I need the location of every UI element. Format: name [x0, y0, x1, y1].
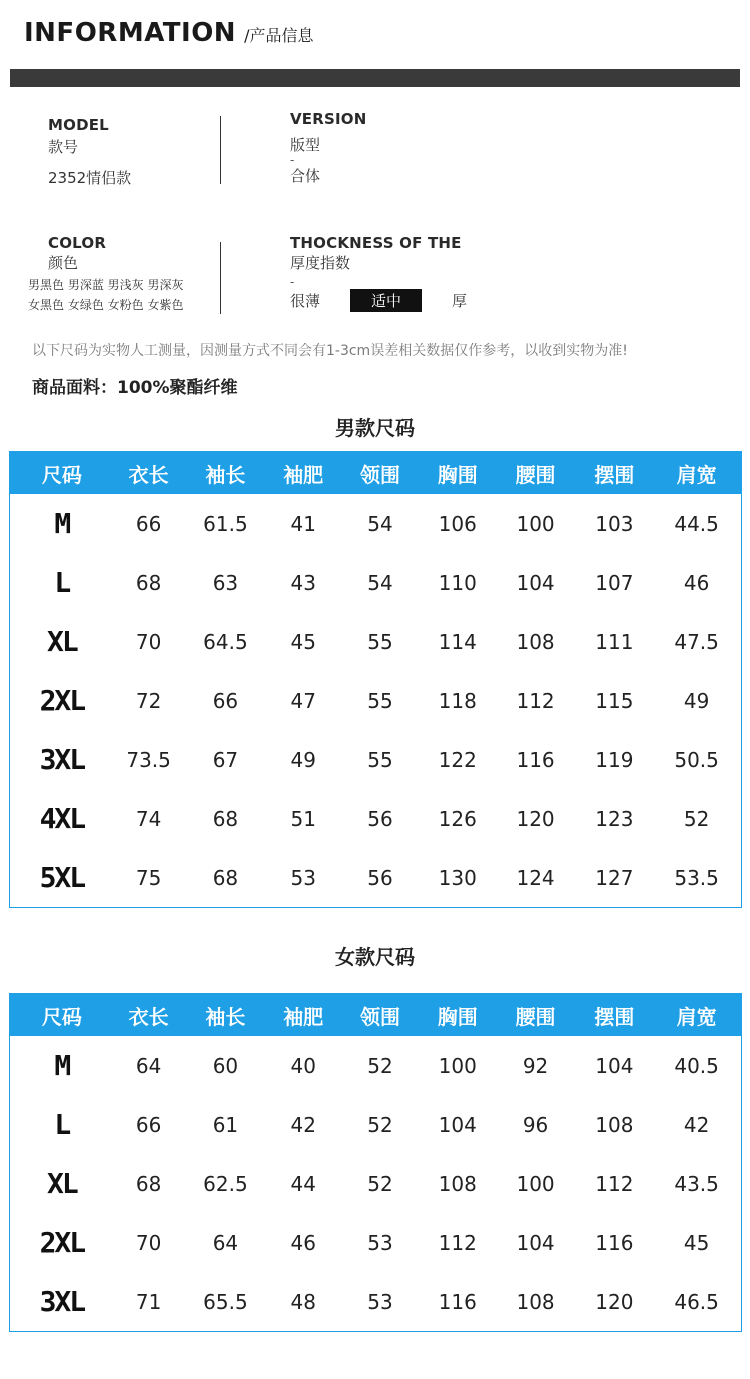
table-cell: 68	[212, 865, 239, 890]
table-cell: 122	[438, 747, 477, 772]
table-cell: 56	[367, 865, 393, 890]
table-cell: 104	[595, 1053, 634, 1078]
table-cell: 44	[290, 1171, 316, 1196]
header-title-en: INFORMATION	[24, 18, 237, 48]
model-label-zh: 款号	[48, 138, 79, 156]
table-cell: 64	[135, 1053, 162, 1078]
women-table-title: 女款尺码	[335, 945, 415, 969]
model-block	[48, 116, 131, 188]
table-cell: 100	[438, 1053, 477, 1078]
thickness-option-thick: 厚	[452, 292, 468, 310]
table-cell: 46	[683, 570, 710, 595]
table-cell: 62.5	[203, 1171, 248, 1196]
table-row	[10, 848, 741, 907]
table-cell: 43.5	[674, 1171, 719, 1196]
table-cell: 112	[516, 688, 555, 713]
table-cell: 120	[516, 806, 555, 831]
size-label: 4XL	[39, 802, 85, 835]
color-line-1: 男黑色 男深蓝 男浅灰 男深灰	[28, 278, 184, 292]
header-divider-bar	[10, 69, 740, 87]
table-cell: 64.5	[203, 629, 248, 654]
table-cell: 47.5	[674, 629, 719, 654]
version-block	[290, 110, 367, 186]
size-label: M	[54, 1049, 70, 1082]
column-header: 袖长	[205, 462, 246, 487]
table-cell: 52	[367, 1112, 393, 1137]
size-label: 3XL	[39, 743, 85, 776]
measurement-note: 以下尺码为实物人工测量，因测量方式不同会有1-3cm误差相关数据仅作参考，以收到实物为准!	[32, 343, 628, 359]
table-cell: 49	[290, 747, 316, 772]
table-cell: 52	[367, 1171, 393, 1196]
thickness-scale	[290, 289, 467, 312]
thickness-label-zh: 厚度指数	[290, 254, 351, 272]
model-divider	[220, 116, 221, 184]
table-cell: 55	[367, 629, 393, 654]
column-header: 胸围	[437, 1004, 478, 1029]
table-cell: 43	[290, 570, 316, 595]
size-label: L	[54, 566, 70, 599]
table-cell: 55	[367, 747, 393, 772]
table-cell: 123	[595, 806, 634, 831]
size-label: 5XL	[39, 861, 85, 894]
column-header: 摆围	[594, 1004, 635, 1029]
table-row	[10, 553, 741, 612]
table-cell: 56	[367, 806, 393, 831]
women-size-table	[9, 993, 742, 1332]
table-cell: 100	[516, 1171, 555, 1196]
table-cell: 68	[135, 1171, 162, 1196]
table-cell: 70	[135, 629, 162, 654]
table-cell: 73.5	[126, 747, 171, 772]
table-cell: 120	[595, 1289, 634, 1314]
table-cell: 127	[595, 865, 634, 890]
table-cell: 67	[212, 747, 239, 772]
table-cell: 61.5	[203, 511, 248, 536]
table-cell: 119	[595, 747, 634, 772]
color-label-en: COLOR	[48, 234, 107, 252]
table-cell: 52	[367, 1053, 393, 1078]
table-row	[10, 1272, 741, 1331]
thickness-option-thin: 很薄	[290, 292, 321, 310]
table-cell: 111	[595, 629, 634, 654]
table-cell: 100	[516, 511, 555, 536]
size-label: M	[54, 507, 70, 540]
table-cell: 116	[516, 747, 555, 772]
column-header: 领围	[359, 1004, 400, 1029]
table-cell: 114	[438, 629, 477, 654]
column-header: 袖肥	[283, 1004, 324, 1029]
table-cell: 65.5	[203, 1289, 248, 1314]
size-label: 3XL	[39, 1285, 85, 1318]
table-cell: 53.5	[674, 865, 719, 890]
model-value: 2352情侣款	[48, 169, 132, 187]
column-header: 尺码	[41, 1004, 82, 1029]
table-cell: 45	[290, 629, 316, 654]
model-label-en: MODEL	[48, 116, 109, 134]
column-header: 衣长	[128, 1004, 169, 1029]
table-cell: 66	[212, 688, 239, 713]
page-header	[24, 18, 313, 48]
header-title-zh: /产品信息	[244, 26, 314, 45]
column-header: 肩宽	[676, 462, 717, 487]
table-cell: 116	[595, 1230, 634, 1255]
table-cell: 42	[683, 1112, 710, 1137]
men-table-header	[10, 452, 741, 494]
table-cell: 74	[135, 806, 162, 831]
color-divider	[220, 242, 221, 314]
size-label: XL	[47, 1167, 77, 1200]
table-cell: 96	[522, 1112, 549, 1137]
column-header: 衣长	[128, 462, 169, 487]
table-cell: 53	[367, 1289, 393, 1314]
table-row	[10, 1036, 741, 1095]
version-label-zh: 版型	[290, 136, 321, 154]
column-header: 腰围	[515, 462, 556, 487]
color-line-2: 女黑色 女绿色 女粉色 女紫色	[28, 298, 184, 312]
table-cell: 41	[290, 511, 316, 536]
column-header: 领围	[359, 462, 400, 487]
size-label: 2XL	[39, 1226, 85, 1259]
table-cell: 40.5	[674, 1053, 719, 1078]
fabric-info: 商品面料：100%聚酯纤维	[32, 378, 238, 398]
thickness-block	[290, 234, 467, 312]
thickness-option-selected: 适中	[350, 289, 422, 312]
table-cell: 104	[438, 1112, 477, 1137]
table-cell: 104	[516, 570, 555, 595]
table-cell: 107	[595, 570, 634, 595]
table-cell: 108	[595, 1112, 634, 1137]
table-cell: 54	[367, 570, 393, 595]
table-cell: 46.5	[674, 1289, 719, 1314]
column-header: 摆围	[594, 462, 635, 487]
table-cell: 60	[212, 1053, 239, 1078]
table-cell: 115	[595, 688, 634, 713]
table-cell: 103	[595, 511, 634, 536]
table-cell: 63	[212, 570, 239, 595]
table-row	[10, 671, 741, 730]
table-cell: 112	[595, 1171, 634, 1196]
table-row	[10, 1154, 741, 1213]
table-row	[10, 730, 741, 789]
column-header: 腰围	[515, 1004, 556, 1029]
table-cell: 46	[290, 1230, 316, 1255]
table-cell: 54	[367, 511, 393, 536]
table-cell: 51	[290, 806, 316, 831]
table-row	[10, 1095, 741, 1154]
table-cell: 66	[135, 511, 162, 536]
table-cell: 92	[522, 1053, 549, 1078]
size-label: XL	[47, 625, 77, 658]
table-cell: 124	[516, 865, 555, 890]
table-cell: 45	[683, 1230, 710, 1255]
table-cell: 71	[135, 1289, 162, 1314]
table-cell: 104	[516, 1230, 555, 1255]
color-block	[28, 234, 183, 315]
size-label: 2XL	[39, 684, 85, 717]
color-label-zh: 颜色	[48, 254, 79, 272]
table-cell: 108	[438, 1171, 477, 1196]
table-cell: 50.5	[674, 747, 719, 772]
version-value: 合体	[290, 167, 321, 185]
table-cell: 53	[290, 865, 316, 890]
thickness-dash: -	[290, 275, 295, 289]
table-cell: 126	[438, 806, 477, 831]
table-cell: 130	[438, 865, 477, 890]
table-cell: 55	[367, 688, 393, 713]
table-cell: 72	[135, 688, 162, 713]
table-cell: 44.5	[674, 511, 719, 536]
table-cell: 49	[683, 688, 710, 713]
men-size-table	[9, 451, 742, 908]
column-header: 胸围	[437, 462, 478, 487]
women-table-header	[10, 994, 741, 1036]
table-row	[10, 494, 741, 553]
table-cell: 75	[135, 865, 162, 890]
column-header: 袖肥	[283, 462, 324, 487]
table-row	[10, 612, 741, 671]
table-cell: 108	[516, 1289, 555, 1314]
table-cell: 68	[135, 570, 162, 595]
men-table-title: 男款尺码	[335, 416, 415, 440]
table-cell: 52	[683, 806, 710, 831]
table-cell: 106	[438, 511, 477, 536]
table-cell: 108	[516, 629, 555, 654]
size-label: L	[54, 1108, 70, 1141]
table-cell: 68	[212, 806, 239, 831]
color-options	[28, 275, 183, 315]
table-cell: 112	[438, 1230, 477, 1255]
table-cell: 118	[438, 688, 477, 713]
column-header: 肩宽	[676, 1004, 717, 1029]
table-cell: 47	[290, 688, 316, 713]
table-row	[10, 1213, 741, 1272]
thickness-label-en: THOCKNESS OF THE	[290, 234, 462, 252]
table-cell: 42	[290, 1112, 316, 1137]
table-cell: 53	[367, 1230, 393, 1255]
table-cell: 64	[212, 1230, 239, 1255]
table-cell: 40	[290, 1053, 316, 1078]
column-header: 袖长	[205, 1004, 246, 1029]
table-cell: 48	[290, 1289, 316, 1314]
table-cell: 116	[438, 1289, 477, 1314]
table-cell: 66	[135, 1112, 162, 1137]
version-label-en: VERSION	[290, 110, 367, 128]
column-header: 尺码	[41, 462, 82, 487]
table-cell: 110	[438, 570, 477, 595]
table-cell: 70	[135, 1230, 162, 1255]
table-cell: 61	[212, 1112, 239, 1137]
table-row	[10, 789, 741, 848]
version-dash: -	[290, 153, 295, 167]
